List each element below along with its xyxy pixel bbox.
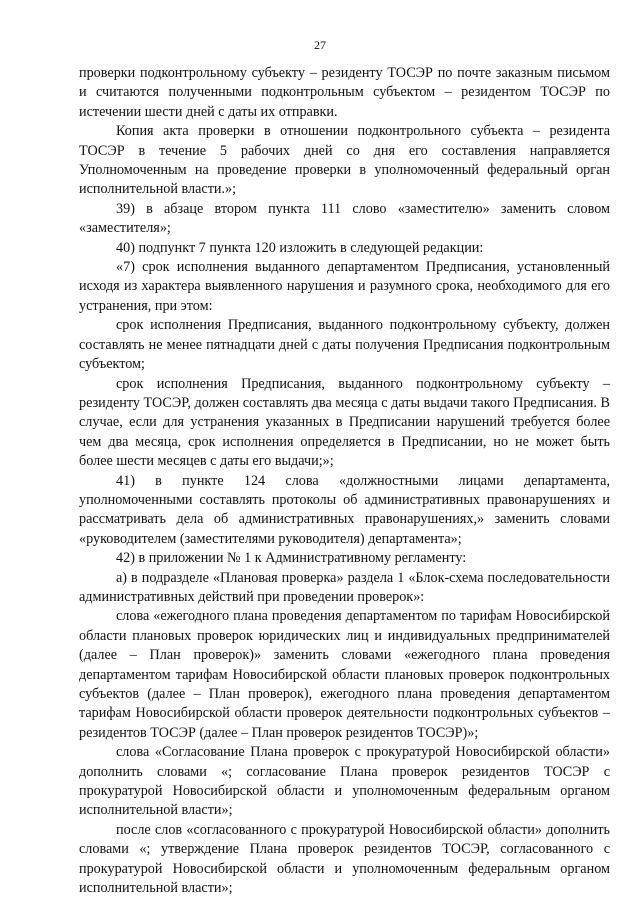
paragraph: 39) в абзаце втором пункта 111 слово «заместителю» заменить словом «заместителя»; [79, 200, 610, 237]
paragraph: срок исполнения Предписания, выданного подконтрольному субъекту, должен составлять не менее пятнадцати дней с даты получения Предписания подконтрольным субъектом; [79, 317, 610, 373]
document-body [79, 64, 610, 898]
paragraph: после слов «согласованного с прокуратурой Новосибирской области» дополнить словами «; утверждение Плана проверок резидентов ТОСЭР, согласованного с прокуратурой Новосибирской области и уполномоченным федеральным органом исполнительной власти»; [79, 821, 610, 897]
paragraph: «7) срок исполнения выданного департаментом Предписания, установленный исходя из характера выявленного нарушения и разумного срока, необходимого для его устранения, при этом: [79, 259, 610, 314]
paragraph: слова «Согласование Плана проверок с прокуратурой Новосибирской области» дополнить словами «; согласование Плана проверок резидентов ТОСЭР с прокуратурой Новосибирской области и уполномоченным федеральным органом исполнительной власти»; [79, 744, 610, 819]
paragraph: 40) подпункт 7 пункта 120 изложить в следующей редакции: [116, 239, 484, 256]
paragraph: 41) в пункте 124 слова «должностными лицами департамента, уполномоченными составлять протоколы об административных правонарушениях и рассматривать дела об административных правонарушениях,» заменить словами «руководителем (заместителями руководителя) департамента»; [79, 472, 610, 547]
paragraph: 42) в приложении № 1 к Административному регламенту: [116, 550, 467, 567]
paragraph: проверки подконтрольному субъекту – резиденту ТОСЭР по почте заказным письмом и считаются полученными подконтрольным субъектом – резидентом ТОСЭР по истечении шести дней с даты их отправки. [79, 65, 610, 120]
paragraph: срок исполнения Предписания, выданного подконтрольному субъекту – резиденту ТОСЭР, должен составлять два месяца с даты выдачи такого Предписания. В случае, если для устранения указанных в Предписании нарушений требуется более чем два месяца, срок исполнения определяется в Предписании, но не может быть более шести месяцев с даты его выдачи;»; [79, 375, 610, 470]
paragraph: а) в подразделе «Плановая проверка» раздела 1 «Блок-схема последовательности административных действий при проведении проверок»: [79, 569, 610, 605]
paragraph: слова «ежегодного плана проведения департаментом по тарифам Новосибирской области плановых проверок юридических лиц и индивидуальных предпринимателей (далее – План проверок)» заменить словами «ежегодного плана проведения департаментом тарифам Новосибирской области плановых проверок подконтрольных субъектов (далее – План проверок), ежегодного плана проведения департаментом тарифам Новосибирской области проверок деятельности подконтрольных субъектов – резидентов ТОСЭР (далее – План проверок резидентов ТОСЭР)»; [79, 608, 610, 741]
page-number: 27 [314, 38, 326, 52]
paragraph: Копия акта проверки в отношении подконтрольного субъекта – резидента ТОСЭР в течение 5 рабочих дней со дня его составления направляется Уполномоченным на проведение проверки в уполномоченный федеральный орган исполнительной власти.»; [79, 123, 610, 198]
